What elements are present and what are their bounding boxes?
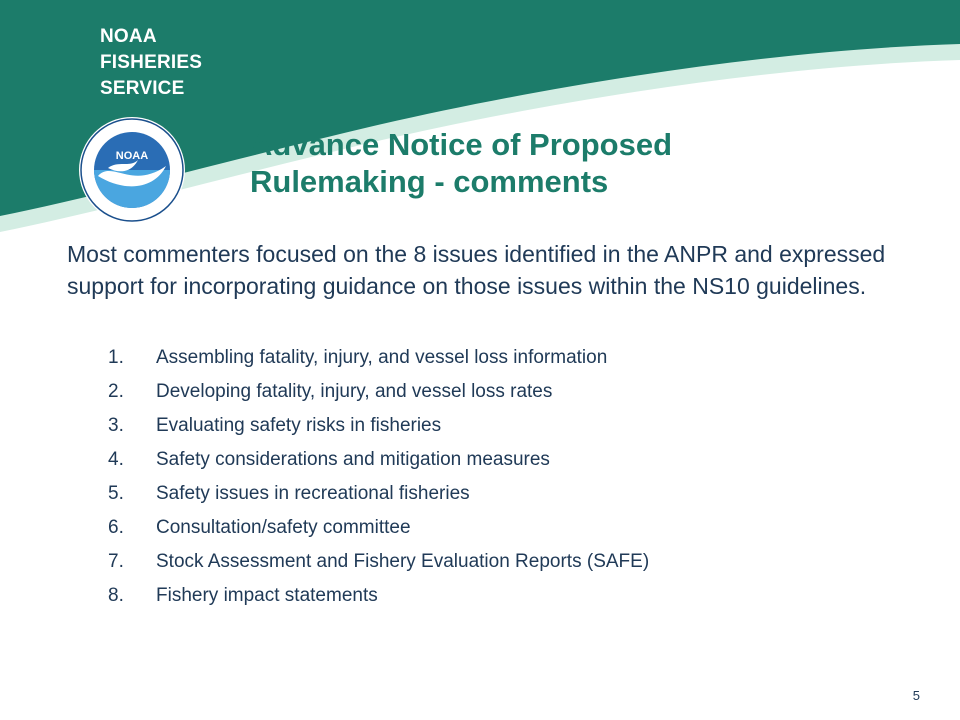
page-number: 5 — [912, 688, 920, 703]
issue-item-1 — [108, 341, 888, 375]
logo-center-text: NOAA — [115, 150, 149, 162]
issue-number: 1. — [108, 347, 124, 368]
issue-text: Fishery impact statements — [156, 585, 378, 606]
issue-number: 6. — [108, 517, 124, 538]
issue-text: Evaluating safety risks in fisheries — [156, 415, 442, 436]
issue-text: Developing fatality, injury, and vessel loss rates — [156, 381, 553, 402]
issue-item-3 — [108, 409, 888, 443]
issue-list — [108, 341, 888, 613]
intro-paragraph: Most commenters focused on the 8 issues identified in the ANPR and expressed support for incorporating guidance on those issues within the NS10 guidelines. — [67, 241, 886, 299]
issue-text: Consultation/safety committee — [156, 517, 411, 538]
slide-title-line1: Advance Notice of Proposed — [250, 127, 673, 162]
slide-title — [250, 126, 930, 200]
issue-item-5 — [108, 477, 888, 511]
issue-item-8 — [108, 579, 888, 613]
noaa-logo — [78, 116, 186, 224]
agency-wordmark-line1: NOAA — [100, 26, 157, 47]
issue-text: Safety issues in recreational fisheries — [156, 483, 470, 504]
agency-wordmark — [100, 24, 202, 102]
agency-wordmark-line2: FISHERIES — [100, 52, 203, 73]
issue-number: 7. — [108, 551, 124, 572]
issue-text: Assembling fatality, injury, and vessel loss information — [156, 347, 608, 368]
slide-title-line2: Rulemaking - comments — [250, 164, 609, 199]
issue-text: Stock Assessment and Fishery Evaluation Reports (SAFE) — [156, 551, 650, 572]
agency-wordmark-line3: SERVICE — [100, 78, 185, 99]
issue-text: Safety considerations and mitigation measures — [156, 449, 550, 470]
issue-number: 3. — [108, 415, 124, 436]
issue-item-4 — [108, 443, 888, 477]
issue-item-2 — [108, 375, 888, 409]
issue-item-6 — [108, 511, 888, 545]
issue-number: 5. — [108, 483, 124, 504]
issue-number: 8. — [108, 585, 124, 606]
issue-number: 4. — [108, 449, 124, 470]
issue-item-7 — [108, 545, 888, 579]
issue-number: 2. — [108, 381, 124, 402]
